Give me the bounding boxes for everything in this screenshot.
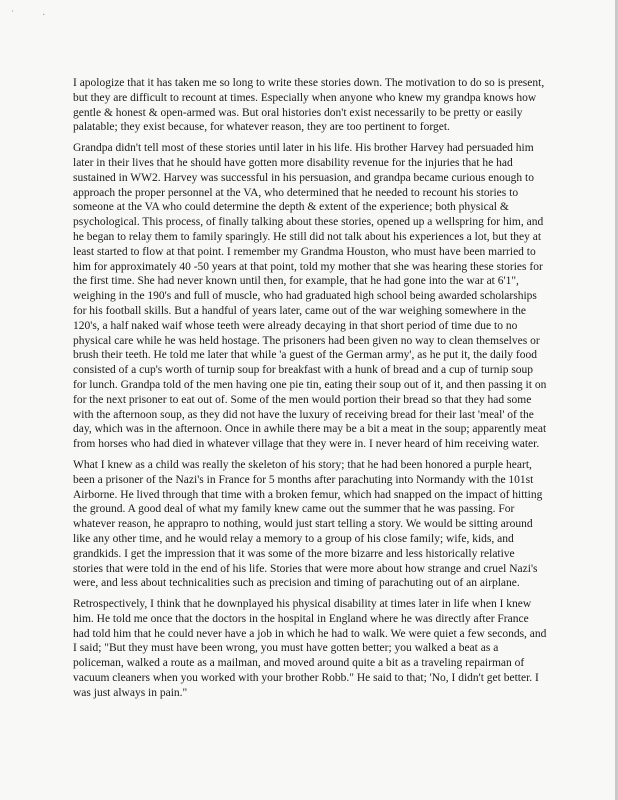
scan-mark-icon: ˙ ·	[10, 10, 58, 21]
paragraph-4: Retrospectively, I think that he downplayed his physical disability at times later in life when I knew him. He told me once that the doctors in the hospital in England where he was directly after France had told him that he could never have a job in which he had to walk. We were quiet a few seconds, and I said; "But they must have been wrong, you must have gotten better; you walked a beat as a policeman, walked a route as a mailman, and moved around quite a bit as a traveling repairman of vacuum cleaners when you worked with your brother Robb." He said to that; 'No, I didn't get better. I was just always in pain."	[73, 598, 547, 699]
document-body	[73, 76, 547, 701]
paragraph-2: Grandpa didn't tell most of these stories until later in his life. His brother Harvey had persuaded him later in their lives that he should have gotten more disability revenue for the injuries that he had sustained in WW2. Harvey was successful in his persuasion, and grandpa became curious enough to approach the proper personnel at the VA, who determined that he needed to recount his stories to someone at the VA who could determine the depth & extent of the experience; both physical & psychological. This process, of finally talking about these stories, opened up a wellspring for him, and he began to relay them to family sparingly. He still did not talk about his experiences a lot, but they at least started to flow at that point. I remember my Grandma Houston, who must have been married to him for approximately 40 -50 years at that point, told my mother that she was hearing these stories for the first time. She had never known until then, for example, that he had gone into the war at 6'1", weighing in the 190's and full of muscle, who had graduated high school being awarded scholarships for his football skills. But a handful of years later, came out of the war weighing somewhere in the 120's, a half naked waif whose teeth were already decaying in that short period of time due to no physical care while he was held hostage. The prisoners had been given no way to clean themselves or brush their teeth. He told me later that while 'a guest of the German army', as he put it, the daily food consisted of a cup's worth of turnip soup for breakfast with a hunk of bread and a cup of turnip soup for lunch. Grandpa told of the men having one pie tin, eating their soup out of it, and then passing it on for the next prisoner to eat out of. Some of the men would portion their bread so that they had some with the afternoon soup, as they did not have the luxury of receiving bread for their last 'meal' of the day, which was in the afternoon. Once in awhile there may be a bit a meat in the soup; apparently meat from horses who had died in whatever village that they were in. I never heard of him receiving water.	[73, 142, 547, 451]
paragraph-1: I apologize that it has taken me so long to write these stories down. The motivation to do so is present, but they are difficult to recount at times. Especially when anyone who knew my grandpa knows how gentle & honest & open-armed was. But oral histories don't exist necessarily to be pretty or easily palatable; they exist because, for whatever reason, they are too pertinent to forget.	[73, 77, 545, 134]
paragraph-3: What I knew as a child was really the skeleton of his story; that he had been honored a purple heart, been a prisoner of the Nazi's in France for 5 months after parachuting into Normandy with the 101st Airborne. He lived through that time with a broken femur, which had snapped on the impact of hitting the ground. A good deal of what my family knew came out the summer that he was passing. For whatever reason, he apprapro to nothing, would just start telling a story. We would be sitting around like any other time, and he would relay a memory to a group of his close family; wife, kids, and grandkids. I get the impression that it was some of the more bizarre and less historically relative stories that were told in the end of his life. Stories that were more about how strange and cruel Nazi's were, and less about technicalities such as precision and timing of parachuting out of an airplane.	[73, 458, 543, 590]
